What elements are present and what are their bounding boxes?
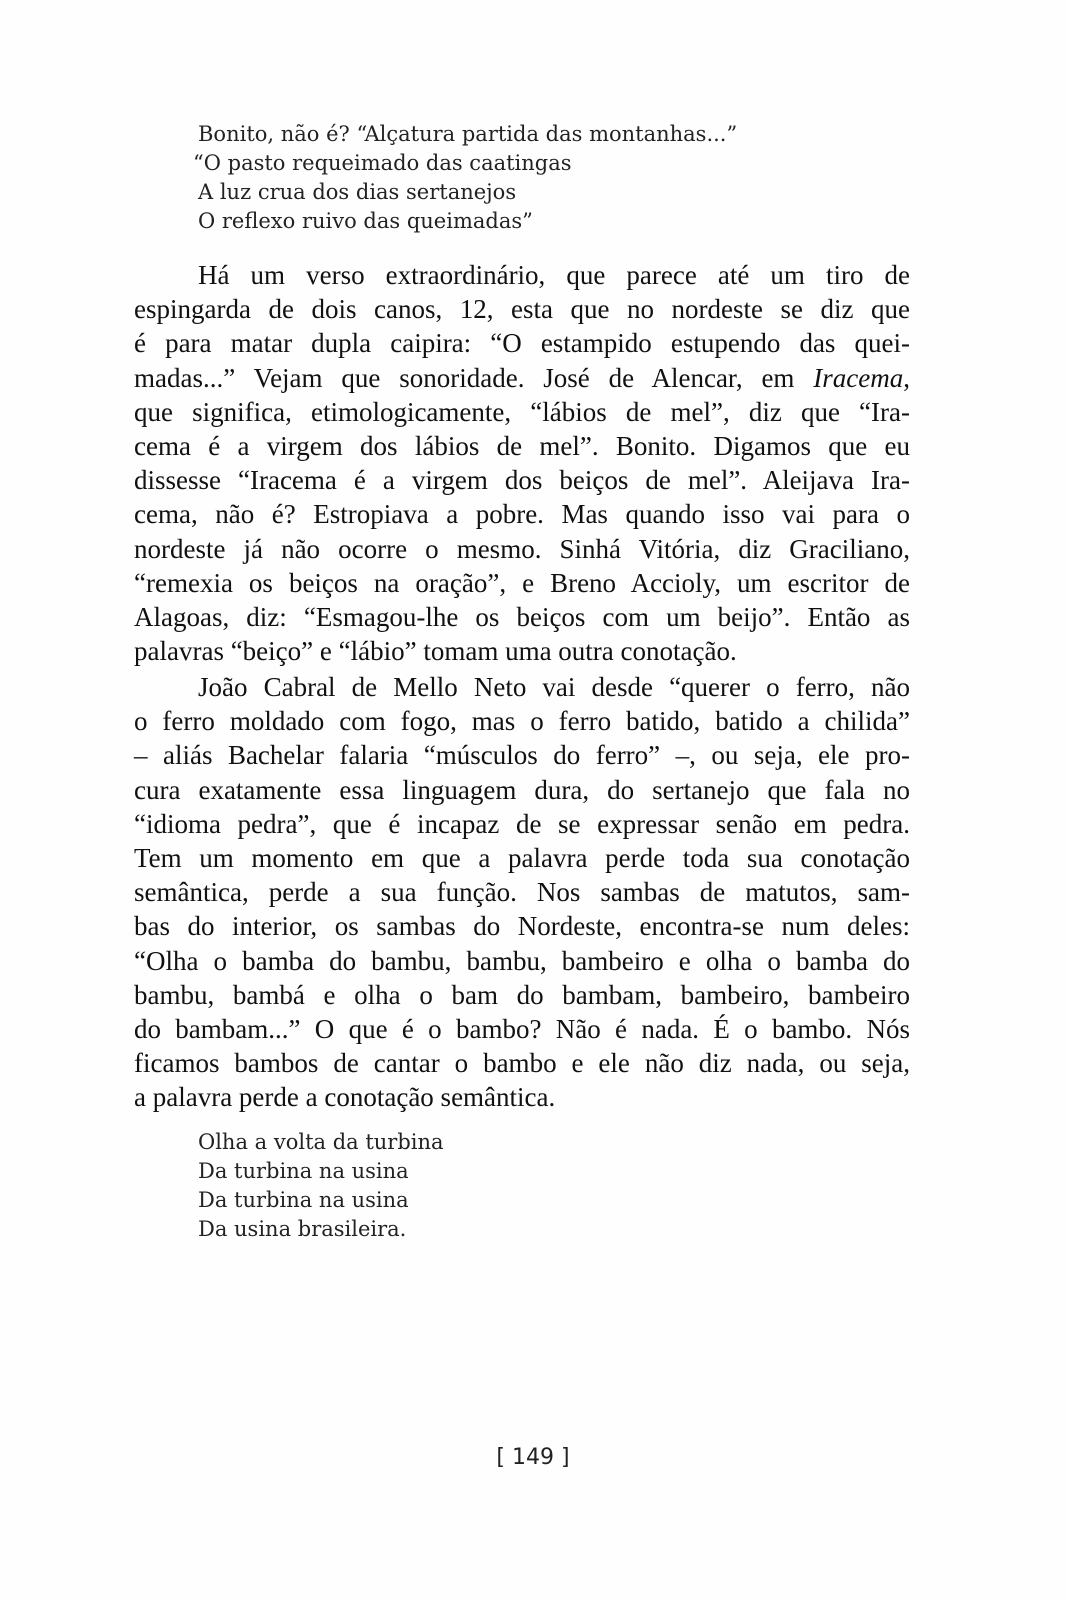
text-line: palavras “beiço” e “lábio” tomam uma outra conotação. [134,636,737,667]
paragraph-2 [134,670,910,1115]
text-line: espingarda de dois canos, 12, esta que no nordeste se diz que [134,294,910,325]
text-line: “Olha o bamba do bambu, bambu, bambeiro e olha o bamba do [134,945,910,976]
verse-line: A luz crua dos dias sertanejos [198,180,517,204]
text-line: Alagoas, diz: “Esmagou-lhe os beiços com um beijo”. Então as [134,602,910,633]
text-line: cema é a virgem dos lábios de mel”. Bonito. Digamos que eu [134,431,910,462]
verse-line: Da usina brasileira. [198,1217,407,1241]
paragraph-1 [134,258,910,668]
opening-verse [193,120,738,236]
closing-verse [198,1128,444,1244]
text-line: semântica, perde a sua função. Nos sambas de matutos, sam- [134,877,910,908]
verse-line: Da turbina na usina [198,1188,409,1212]
text-line: Tem um momento em que a palavra perde toda sua conotação [134,843,910,874]
text-line: Há um verso extraordinário, que parece até um tiro de [198,260,910,290]
verse-line: Da turbina na usina [198,1159,409,1183]
verse-line: Bonito, não é? “Alçatura partida das montanhas...” [198,122,738,146]
text-line: “remexia os beiços na oração”, e Breno Accioly, um escritor de [134,567,910,598]
text-line: bas do interior, os sambas do Nordeste, encontra-se num deles: [134,911,910,942]
text-line: que significa, etimologicamente, “lábios de mel”, diz que “Ira- [134,396,910,427]
text-line: cema, não é? Estropiava a pobre. Mas quando isso vai para o [134,499,910,530]
text-segment: , [903,362,910,393]
text-line: a palavra perde a conotação semântica. [134,1082,556,1113]
text-line: ficamos bambos de cantar o bambo e ele não diz nada, ou seja, [134,1048,910,1079]
text-line: “idioma pedra”, que é incapaz de se expressar senão em pedra. [134,808,910,839]
text-line: nordeste já não ocorre o mesmo. Sinhá Vitória, diz Graciliano, [134,533,910,564]
text-line: – aliás Bachelar falaria “músculos do ferro” –, ou seja, ele pro- [134,740,910,771]
text-line: bambu, bambá e olha o bam do bambam, bambeiro, bambeiro [134,979,910,1010]
text-segment: madas...” Vejam que sonoridade. José de Alencar, em [134,362,814,393]
text-line: é para matar dupla caipira: “O estampido estupendo das quei- [134,328,910,359]
book-title-italic: Iracema [813,362,904,393]
verse-line: “O pasto requeimado das caatingas [193,151,572,175]
text-line: o ferro moldado com fogo, mas o ferro batido, batido a chilida” [134,706,910,737]
text-line: João Cabral de Mello Neto vai desde “querer o ferro, não [198,672,910,702]
text-line: do bambam...” O que é o bambo? Não é nada. É o bambo. Nós [134,1014,910,1045]
text-line: dissesse “Iracema é a virgem dos beiços de mel”. Aleijava Ira- [134,465,910,496]
text-line [134,361,910,395]
text-line: cura exatamente essa linguagem dura, do sertanejo que fala no [134,774,910,805]
verse-line: Olha a volta da turbina [198,1130,444,1154]
page-number: [ 149 ] [496,1445,570,1470]
verse-line: O reflexo ruivo das queimadas” [198,209,533,233]
